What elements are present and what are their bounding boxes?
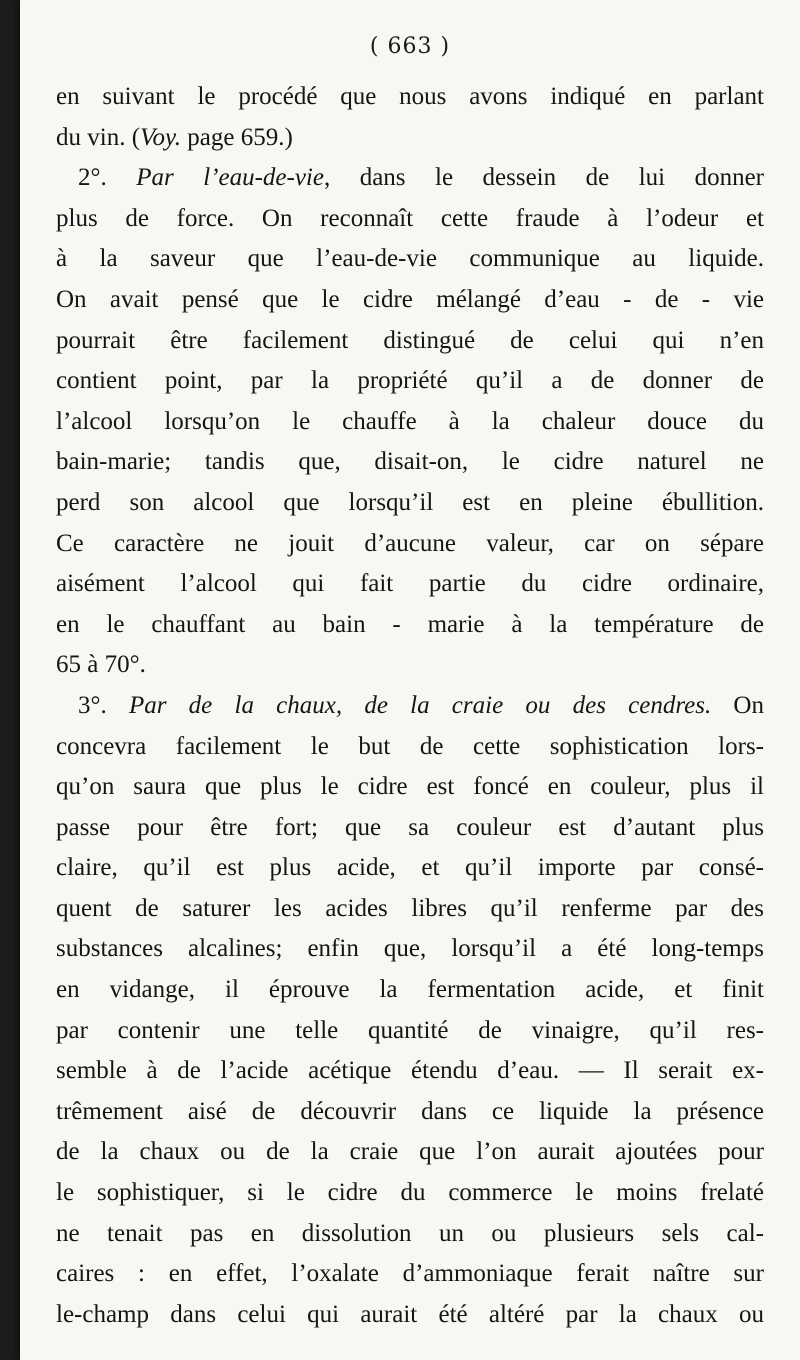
text-line: contient point, par la propriété qu’il a de donner de <box>56 367 764 395</box>
text-line: plus de force. On reconnaît cette fraude à l’odeur et <box>56 204 764 232</box>
text-line: quent de saturer les acides libres qu’il renferme par des <box>56 894 764 922</box>
book-page <box>20 0 800 1360</box>
text-line: caires : en effet, l’oxalate d’ammoniaque ferait naître sur <box>56 1260 764 1288</box>
text-line: claire, qu’il est plus acide, et qu’il importe par consé- <box>56 854 764 882</box>
page-number: ( 663 ) <box>369 34 451 59</box>
text-line: 65 à 70°. <box>56 651 146 679</box>
text-line: substances alcalines; enfin que, lorsqu’il a été long-temps <box>56 935 764 963</box>
text-line: concevra facilement le but de cette sophistication lors- <box>56 732 764 760</box>
text-line: semble à de l’acide acétique étendu d’eau. — Il serait ex- <box>56 1057 764 1085</box>
text-line: à la saveur que l’eau-de-vie communique au liquide. <box>56 245 764 273</box>
text-line: le-champ dans celui qui aurait été altéré par la chaux ou <box>56 1300 764 1328</box>
text-line: passe pour être fort; que sa couleur est d’autant plus <box>56 813 764 841</box>
text-line: en suivant le procédé que nous avons indiqué en parlant <box>56 83 764 110</box>
text-line: ne tenait pas en dissolution un ou plusieurs sels cal- <box>56 1219 764 1247</box>
text-line: l’alcool lorsqu’on le chauffe à la chaleur douce du <box>56 407 764 435</box>
text-line: 2°. Par l’eau-de-vie, dans le dessein de lui donner <box>78 164 764 192</box>
body-text <box>56 77 764 1335</box>
text-line: perd son alcool que lorsqu’il est en pleine ébullition. <box>56 488 764 516</box>
text-line: pourrait être facilement distingué de celui qui n’en <box>56 326 764 354</box>
text-line: en le chauffant au bain - marie à la température de <box>56 610 764 638</box>
text-line: le sophistiquer, si le cidre du commerce le moins frelaté <box>56 1179 764 1207</box>
text-line: en vidange, il éprouve la fermentation acide, et finit <box>56 976 764 1004</box>
text-line: 3°. Par de la chaux, de la craie ou des cendres. On <box>78 691 764 719</box>
text-line: de la chaux ou de la craie que l’on aurait ajoutées pour <box>56 1138 764 1166</box>
text-line: qu’on saura que plus le cidre est foncé en couleur, plus il <box>56 773 764 801</box>
text-line: trêmement aisé de découvrir dans ce liquide la présence <box>56 1097 764 1125</box>
text-line: aisément l’alcool qui fait partie du cidre ordinaire, <box>56 570 764 598</box>
text-line: Ce caractère ne jouit d’aucune valeur, car on sépare <box>56 529 764 557</box>
text-line: bain-marie; tandis que, disait-on, le cidre naturel ne <box>56 448 764 476</box>
text-line: On avait pensé que le cidre mélangé d’eau - de - vie <box>56 285 764 313</box>
text-line: du vin. (Voy. page 659.) <box>56 123 293 151</box>
text-line: par contenir une telle quantité de vinaigre, qu’il res- <box>56 1016 764 1044</box>
